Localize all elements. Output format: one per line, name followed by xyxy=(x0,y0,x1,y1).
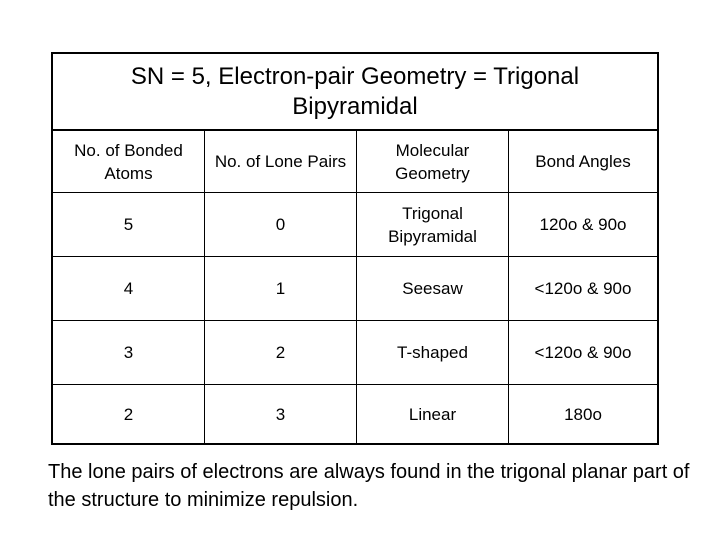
table-cell-molecular-geometry: Trigonal Bipyramidal xyxy=(357,193,509,257)
table-cell-lone-pairs: 3 xyxy=(205,385,357,443)
table-grid xyxy=(53,131,657,443)
header-bond-angles: Bond Angles xyxy=(509,131,657,193)
table-cell-molecular-geometry: Seesaw xyxy=(357,257,509,321)
table-cell-bonded-atoms: 2 xyxy=(53,385,205,443)
table-cell-molecular-geometry: T-shaped xyxy=(357,321,509,385)
table-cell-lone-pairs: 1 xyxy=(205,257,357,321)
table-cell-bond-angles: 180o xyxy=(564,404,602,424)
table-title: SN = 5, Electron-pair Geometry = Trigonal Bipyramidal xyxy=(53,54,657,131)
table-cell-bonded-atoms: 3 xyxy=(53,321,205,385)
footnote-text: The lone pairs of electrons are always found in the trigonal planar part of the structure to minimize repulsion. xyxy=(48,461,690,511)
table-cell-bonded-atoms: 4 xyxy=(53,257,205,321)
table-cell-bond-angles: 120o & 90o xyxy=(509,193,657,257)
table-cell-bond-angles: <120o & 90o xyxy=(509,257,657,321)
table-cell-bonded-atoms: 5 xyxy=(53,193,205,257)
header-molecular-geometry: Molecular Geometry xyxy=(357,131,509,193)
table-cell-bond-angles: <120o & 90o xyxy=(509,321,657,385)
table-cell-lone-pairs: 0 xyxy=(205,193,357,257)
header-bonded-atoms: No. of Bonded Atoms xyxy=(53,131,205,193)
geometry-table xyxy=(51,52,659,445)
header-lone-pairs: No. of Lone Pairs xyxy=(205,131,357,193)
table-cell-molecular-geometry: Linear xyxy=(357,385,509,443)
table-cell-lone-pairs: 2 xyxy=(205,321,357,385)
